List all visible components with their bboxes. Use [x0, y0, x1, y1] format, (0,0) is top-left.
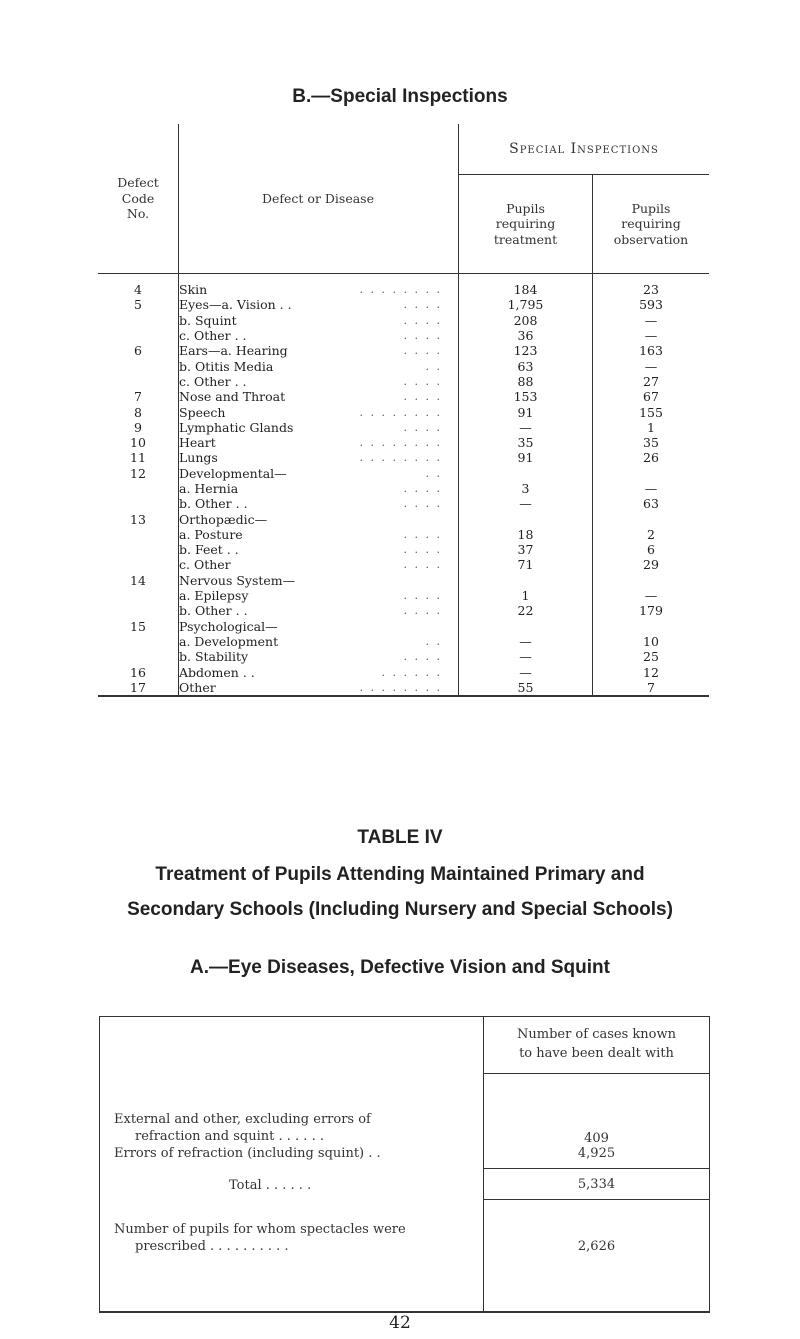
- row-disease: [179, 496, 459, 511]
- table-row: [98, 542, 709, 557]
- row-divider: [484, 1168, 709, 1169]
- col-header-disease: Defect or Disease: [179, 124, 459, 274]
- row-disease: [179, 328, 459, 343]
- row-disease-label: Ears—a. Hearing: [179, 343, 288, 359]
- row-treatment: 35: [459, 435, 593, 450]
- row-leader-dots: . . . .: [403, 329, 442, 343]
- row-disease: [179, 649, 459, 664]
- row-code: 7: [98, 389, 179, 404]
- row-disease-label: Abdomen . .: [179, 664, 255, 680]
- row-disease: [179, 664, 459, 679]
- row-treatment: 63: [459, 358, 593, 373]
- table-row: [98, 420, 709, 435]
- col-header-code-line: Code: [121, 190, 155, 206]
- table-row: [98, 297, 709, 312]
- row-code: [98, 496, 179, 511]
- row-observation: 163: [639, 343, 663, 359]
- row-code: [98, 542, 179, 557]
- row-leader-dots: . . . .: [403, 482, 442, 495]
- row-code: [98, 527, 179, 542]
- row-code: 14: [98, 573, 179, 588]
- row-observation: 29: [643, 557, 659, 573]
- row-treatment: —: [459, 496, 593, 511]
- row-disease-label: Orthopædic—: [179, 511, 268, 527]
- row-label-total: [229, 1177, 311, 1194]
- column-header-cases: [484, 1025, 709, 1063]
- table-row: [98, 527, 709, 542]
- row-code: [98, 649, 179, 664]
- row-disease: [179, 573, 459, 588]
- row-treatment: 208: [459, 313, 593, 328]
- table-row: [98, 435, 709, 450]
- row-observation: 155: [639, 404, 663, 420]
- row-observation: 25: [643, 649, 659, 665]
- row-leader-dots: . . . .: [403, 497, 442, 511]
- row-code: 15: [98, 619, 179, 634]
- row-disease-label: a. Epilepsy: [179, 588, 249, 604]
- row-treatment: 184: [459, 274, 593, 298]
- row-disease-label: a. Hernia: [179, 481, 239, 496]
- row-code: [98, 328, 179, 343]
- row-code: 13: [98, 511, 179, 526]
- row-code: 4: [98, 274, 179, 298]
- col-header-observation: [593, 175, 710, 274]
- table-row: [98, 619, 709, 634]
- table-row: [98, 343, 709, 358]
- row-treatment: —: [459, 634, 593, 649]
- row-disease-label: b. Feet . .: [179, 542, 239, 558]
- row-label-line: Errors of refraction (including squint) . .: [114, 1146, 381, 1161]
- page-number: 42: [389, 1313, 411, 1333]
- table-iv-subtitle-line1: Treatment of Pupils Attending Maintained Primary and: [155, 864, 645, 885]
- table-row: [98, 328, 709, 343]
- row-disease-label: b. Stability: [179, 649, 249, 665]
- row-treatment: 71: [459, 557, 593, 572]
- row-code: [98, 557, 179, 572]
- row-disease-label: Other: [179, 679, 216, 695]
- row-code: [98, 588, 179, 603]
- row-observation: 179: [639, 603, 663, 619]
- row-leader-dots: . .: [425, 634, 442, 648]
- row-disease-label: Speech: [179, 404, 226, 420]
- table-row: [98, 603, 709, 618]
- row-code: 5: [98, 297, 179, 312]
- row-disease-label: Nose and Throat: [179, 389, 286, 405]
- row-treatment: 1,795: [459, 297, 593, 312]
- table-row: [98, 680, 709, 696]
- row-label-line: prescribed . . . . . . . . . .: [135, 1239, 289, 1254]
- row-disease: [179, 634, 459, 649]
- row-disease: [179, 297, 459, 312]
- row-disease: [179, 511, 459, 526]
- row-disease-label: b. Squint: [179, 312, 237, 328]
- row-treatment: [459, 511, 593, 526]
- row-observation: 35: [643, 435, 659, 451]
- row-observation: 593: [639, 297, 663, 313]
- section-b-heading: B.—Special Inspections: [292, 86, 508, 107]
- row-divider: [484, 1199, 709, 1200]
- table-row: [98, 511, 709, 526]
- table-row: [98, 389, 709, 404]
- row-disease: [179, 343, 459, 358]
- col-header-treatment-line: treatment: [493, 231, 558, 247]
- table-row: [98, 557, 709, 572]
- row-disease: [179, 481, 459, 496]
- row-disease-label: a. Development: [179, 633, 279, 649]
- row-observation: [593, 466, 710, 481]
- row-treatment: 18: [459, 527, 593, 542]
- row-leader-dots: . .: [425, 466, 442, 480]
- row-disease-label: Lymphatic Glands: [179, 419, 294, 435]
- row-treatment: [459, 573, 593, 588]
- col-header-observation-line: observation: [613, 231, 689, 247]
- eye-diseases-table: [99, 1016, 710, 1313]
- row-treatment: 22: [459, 603, 593, 618]
- row-disease: [179, 466, 459, 481]
- row-treatment: —: [459, 420, 593, 435]
- row-observation: 6: [647, 542, 655, 558]
- row-observation: 1: [647, 419, 655, 435]
- row-leader-dots: . . . .: [403, 527, 442, 541]
- row-treatment: —: [459, 649, 593, 664]
- row-leader-dots: . . . . . . . .: [359, 405, 442, 419]
- row-disease-label: a. Posture: [179, 526, 243, 542]
- row-disease: [179, 358, 459, 373]
- row-treatment: 88: [459, 374, 593, 389]
- row-leader-dots: . . . .: [403, 374, 442, 388]
- row-observation: 23: [643, 282, 659, 298]
- row-leader-dots: . . . . . . . .: [359, 451, 442, 465]
- row-treatment: 36: [459, 328, 593, 343]
- row-disease-label: c. Other . .: [179, 373, 247, 389]
- row-label-external: [114, 1111, 371, 1145]
- row-code: [98, 634, 179, 649]
- col-header-treatment-line: requiring: [495, 216, 556, 232]
- row-code: 8: [98, 404, 179, 419]
- row-treatment: 1: [459, 588, 593, 603]
- row-treatment: 91: [459, 404, 593, 419]
- row-leader-dots: . . . .: [403, 543, 442, 557]
- row-label-spectacles: [114, 1221, 406, 1255]
- row-disease: [179, 404, 459, 419]
- row-observation: 27: [643, 373, 659, 389]
- row-disease: [179, 603, 459, 618]
- row-treatment: 3: [459, 481, 593, 496]
- row-leader-dots: . . . . . . . .: [359, 283, 442, 297]
- row-code: [98, 603, 179, 618]
- row-treatment: 55: [459, 680, 593, 696]
- table-row: [98, 466, 709, 481]
- row-observation: 63: [643, 496, 659, 512]
- row-disease: [179, 542, 459, 557]
- row-leader-dots: . . . .: [403, 420, 442, 434]
- row-observation: 26: [643, 450, 659, 466]
- row-code: 9: [98, 420, 179, 435]
- row-observation: —: [644, 358, 658, 374]
- table-iv-subtitle-line2: Secondary Schools (Including Nursery and Special Schools): [127, 899, 673, 920]
- row-disease: [179, 389, 459, 404]
- col-header-code-line: No.: [126, 206, 150, 222]
- row-disease: [179, 527, 459, 542]
- row-leader-dots: . . . .: [403, 650, 442, 664]
- row-leader-dots: . . . .: [403, 344, 442, 358]
- row-code: 17: [98, 680, 179, 696]
- table-row: [98, 573, 709, 588]
- table-row: [98, 649, 709, 664]
- col-header-observation-line: requiring: [621, 216, 681, 232]
- row-disease-label: Heart: [179, 435, 216, 451]
- row-treatment: 153: [459, 389, 593, 404]
- col-header-code-line: Defect: [117, 175, 159, 191]
- column-header-cases-line: to have been dealt with: [519, 1046, 674, 1061]
- section-a-heading: A.—Eye Diseases, Defective Vision and Squint: [190, 957, 610, 978]
- row-label-line: Number of pupils for whom spectacles were: [114, 1222, 406, 1237]
- row-code: [98, 313, 179, 328]
- row-leader-dots: . . . . . . . .: [359, 436, 442, 450]
- row-value-refraction: 4,925: [577, 1146, 616, 1161]
- row-leader-dots: . . . .: [403, 390, 442, 404]
- col-header-code: [98, 124, 179, 274]
- row-code: 6: [98, 343, 179, 358]
- row-disease: [179, 450, 459, 465]
- row-disease-label: b. Other . .: [179, 603, 248, 619]
- row-divider: [484, 1073, 709, 1074]
- row-disease: [179, 680, 459, 696]
- row-disease-label: Nervous System—: [179, 572, 296, 588]
- row-disease: [179, 619, 459, 634]
- row-disease-label: Lungs: [179, 450, 218, 466]
- row-leader-dots: . . . .: [403, 589, 442, 603]
- row-disease-label: b. Other . .: [179, 496, 248, 512]
- row-label-line: External and other, excluding errors of: [114, 1112, 371, 1127]
- special-inspections-body: [98, 274, 709, 697]
- col-header-observation-line: Pupils: [631, 200, 671, 216]
- row-disease: [179, 435, 459, 450]
- row-value-total: 5,334: [577, 1177, 616, 1192]
- row-disease: [179, 313, 459, 328]
- row-disease: [179, 274, 459, 298]
- row-treatment: 91: [459, 450, 593, 465]
- table-row: [98, 588, 709, 603]
- row-observation: [593, 619, 710, 634]
- row-observation: —: [644, 588, 658, 604]
- table-row: [98, 374, 709, 389]
- row-value-spectacles: 2,626: [577, 1239, 616, 1254]
- row-disease-label: c. Other: [179, 557, 231, 573]
- col-header-treatment: [459, 175, 593, 274]
- row-observation: 10: [643, 633, 659, 649]
- table-row: [98, 481, 709, 496]
- special-inspections-table: [98, 124, 709, 697]
- row-treatment: [459, 466, 593, 481]
- row-disease-label: c. Other . .: [179, 328, 247, 344]
- row-leader-dots: . . . .: [403, 298, 442, 312]
- row-observation: 2: [647, 526, 655, 542]
- row-leader-dots: . . . .: [403, 313, 442, 327]
- row-observation: [593, 573, 710, 588]
- row-code: [98, 481, 179, 496]
- row-disease-label: Psychological—: [179, 618, 278, 634]
- row-disease: [179, 557, 459, 572]
- row-treatment: 123: [459, 343, 593, 358]
- row-observation: —: [644, 481, 658, 496]
- row-leader-dots: . . . . . . . .: [359, 680, 442, 694]
- row-observation: 7: [593, 680, 710, 696]
- table-row: [98, 404, 709, 419]
- row-disease-label: Developmental—: [179, 465, 287, 481]
- row-disease-label: Skin: [179, 282, 208, 298]
- row-leader-dots: . . . .: [403, 604, 442, 618]
- table-row: [98, 634, 709, 649]
- row-label-line: refraction and squint . . . . . .: [135, 1129, 324, 1144]
- col-header-group: Special Inspections: [459, 124, 710, 175]
- row-disease: [179, 588, 459, 603]
- table-row: [98, 664, 709, 679]
- table-row: [98, 358, 709, 373]
- row-observation: —: [644, 312, 658, 328]
- row-observation: [593, 511, 710, 526]
- row-leader-dots: . . . .: [403, 558, 442, 572]
- row-code: 12: [98, 466, 179, 481]
- column-header-cases-line: Number of cases known: [517, 1027, 676, 1042]
- table-row: [98, 274, 709, 298]
- row-treatment: 37: [459, 542, 593, 557]
- row-code: [98, 374, 179, 389]
- row-treatment: —: [459, 664, 593, 679]
- table-row: [98, 313, 709, 328]
- row-code: 16: [98, 664, 179, 679]
- row-disease-label: b. Otitis Media: [179, 358, 274, 374]
- row-disease: [179, 420, 459, 435]
- row-disease: [179, 374, 459, 389]
- row-observation: 12: [643, 664, 659, 680]
- row-code: 10: [98, 435, 179, 450]
- row-label-line: Total . . . . . .: [229, 1178, 312, 1193]
- col-header-treatment-line: Pupils: [506, 200, 545, 216]
- row-leader-dots: . .: [425, 359, 442, 373]
- row-label-refraction: [114, 1145, 381, 1162]
- row-code: 11: [98, 450, 179, 465]
- table-row: [98, 450, 709, 465]
- row-disease-label: Eyes—a. Vision . .: [179, 297, 292, 313]
- row-leader-dots: . . . . . .: [381, 665, 442, 679]
- row-observation: —: [644, 328, 658, 344]
- row-code: [98, 358, 179, 373]
- row-value-external: 409: [584, 1131, 609, 1146]
- row-treatment: [459, 619, 593, 634]
- table-row: [98, 496, 709, 511]
- table-iv-title: TABLE IV: [357, 827, 443, 848]
- row-observation: 67: [643, 389, 659, 405]
